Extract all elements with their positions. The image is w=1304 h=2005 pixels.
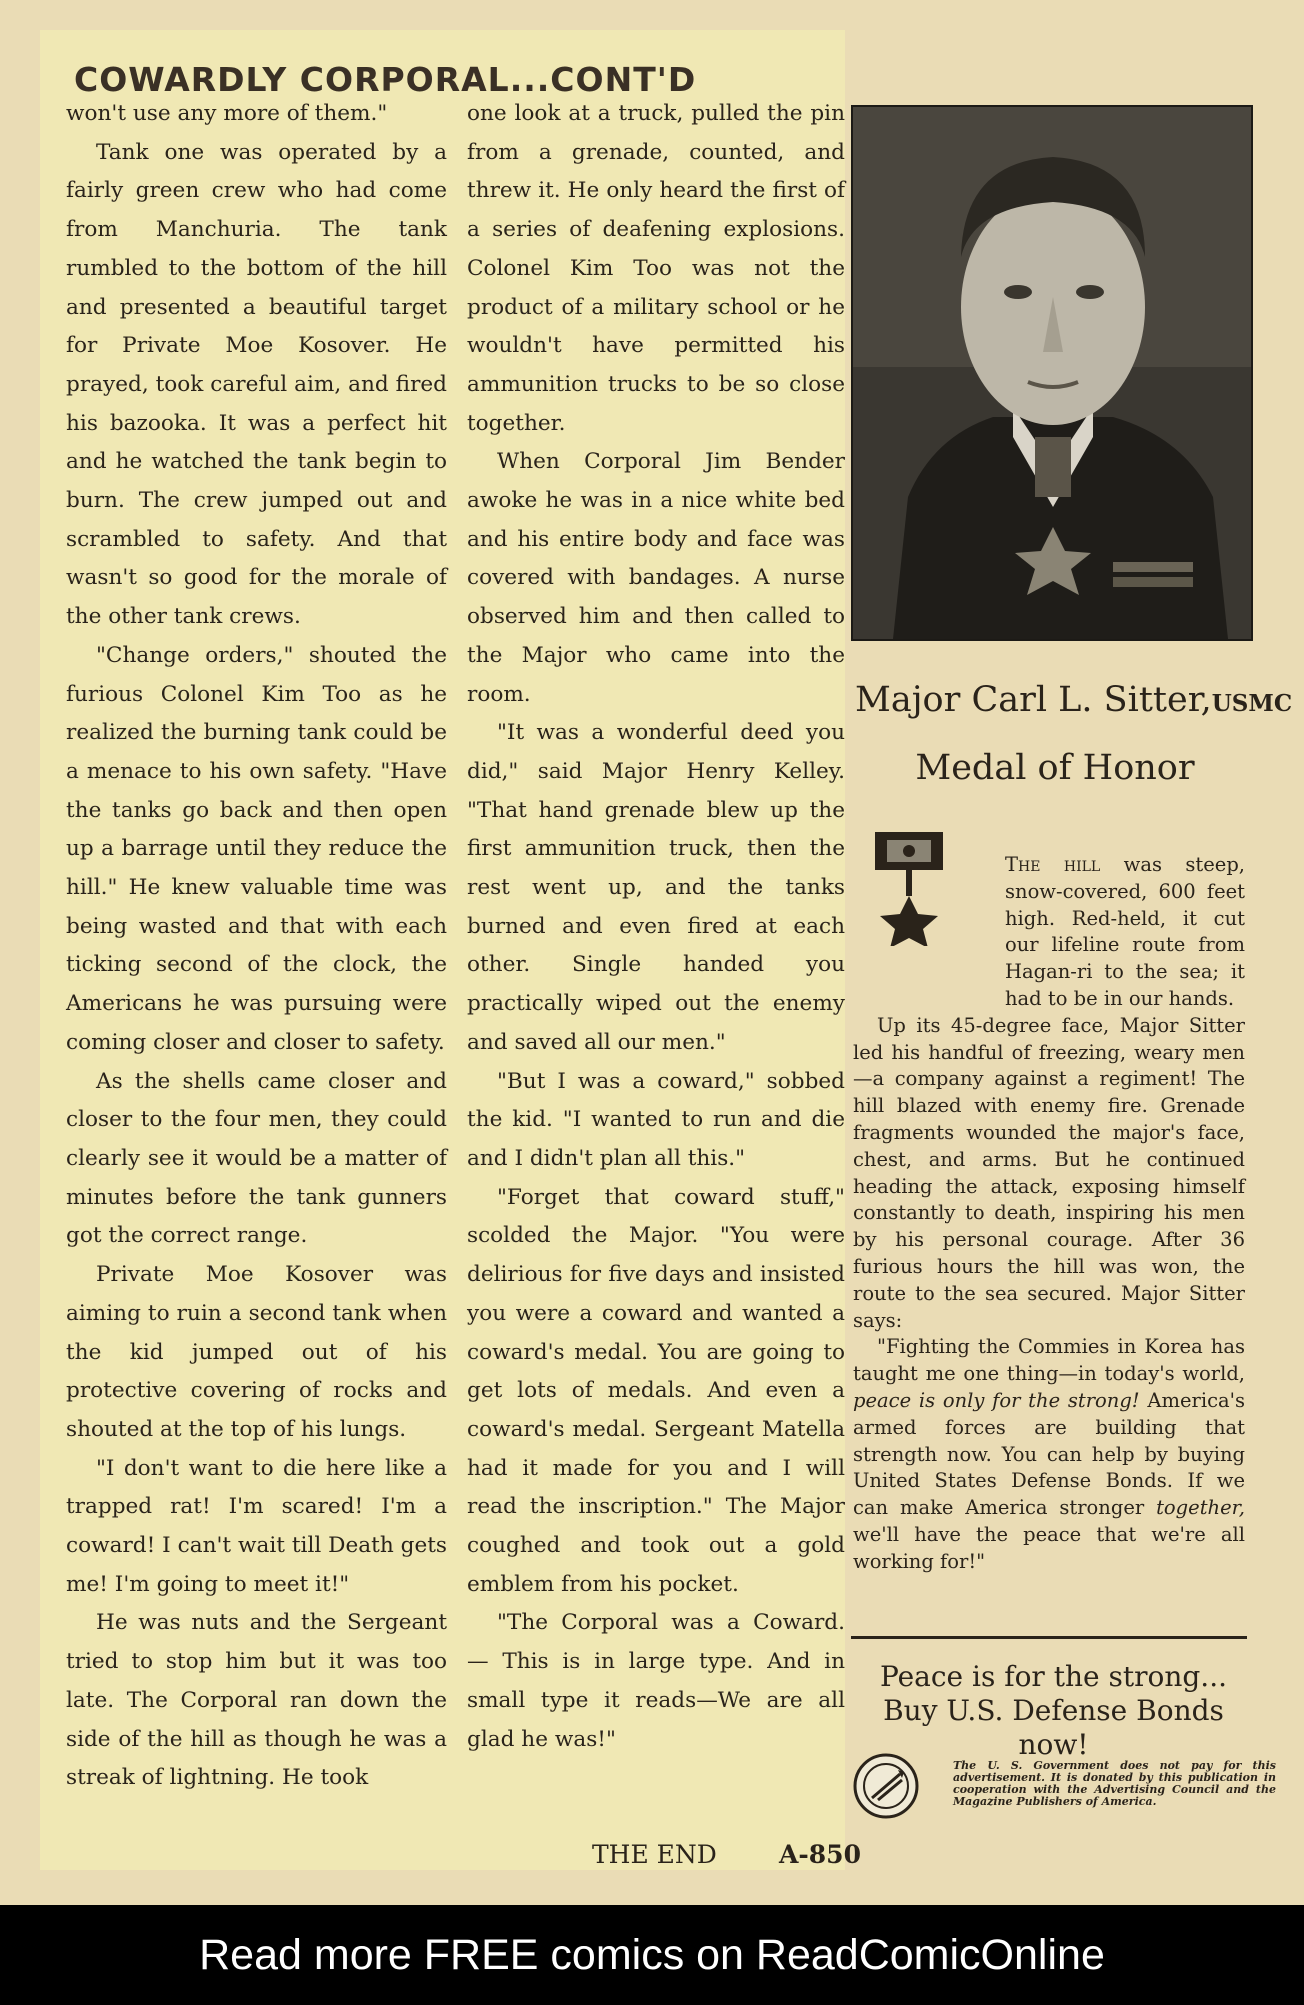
ad-disclaimer: The U. S. Government does not pay for this advertisement. It is donated by this publication in cooperation with the Advertising Council and the Magazine Publishers of America. (953, 1759, 1276, 1808)
story-paragraph: Private Moe Kosover was aiming to ruin a second tank when the kid jumped out of his protective covering of rocks and shouted at the top of his lungs. (66, 1262, 447, 1442)
story-paragraph: "But I was a coward," sobbed the kid. "I wanted to run and die and I didn't plan all this." (467, 1068, 845, 1171)
ad-lead-caps: The hill (1005, 853, 1101, 876)
ad-paragraph-1 (853, 852, 1245, 1013)
story-paragraph: one look at a truck, pulled the pin from a grenade, counted, and threw it. He only heard the first of a series of deafening explosions. Colonel Kim Too was not the product of a military school or he wouldn't have permitted his ammunition trucks to be so close together. (467, 101, 845, 436)
ad-paragraph-1-text: was steep, snow-covered, 600 feet high. Red-held, it cut our lifeline route from Hagan-ri to the sea; it had to be in our hands. (1005, 853, 1245, 1010)
ad-slogan (851, 1660, 1256, 1762)
caption-rank: USMC (1211, 690, 1293, 717)
story-column-2 (467, 95, 845, 1759)
ad-quote-mid: America's armed forces are building that strength now. You can help by buying United States Defense Bonds. If we can make America stronger (853, 1388, 1245, 1520)
story-column-1 (66, 95, 447, 1798)
story-paragraph: When Corporal Jim Bender awoke he was in a nice white bed and his entire body and face was covered with bandages. A nurse observed him and then called to the Major who came into the room. (467, 449, 845, 707)
portrait-image (853, 107, 1251, 639)
slogan-line-1: Peace is for the strong... (879, 1660, 1227, 1693)
story-paragraph: "I don't want to die here like a trapped rat! I'm scared! I'm a coward! I can't wait till Death gets me! I'm going to meet it!" (66, 1455, 447, 1597)
ad-divider (851, 1636, 1247, 1639)
story-paragraph: "The Corporal was a Coward. — This is in large type. And in small type it reads—We are all glad he was!" (467, 1610, 845, 1752)
story-paragraph: "Change orders," shouted the furious Colonel Kim Too as he realized the burning tank could be a menace to his own safety. "Have the tanks go back and then open up a barrage until they reduce the hill." He knew valuable time was being wasted and that with each ticking second of the clock, the Americans he was pursuing were coming closer and closer to safety. (66, 642, 447, 1055)
the-end-label: THE END (592, 1840, 717, 1869)
caption-name-text: Major Carl L. Sitter, (855, 680, 1212, 720)
story-paragraph: He was nuts and the Sergeant tried to stop him but it was too late. The Corporal ran down the side of the hill as though he was a streak of lightning. He took (66, 1610, 447, 1791)
story-paragraph: "It was a wonderful deed you did," said Major Henry Kelley. "That hand grenade blew up the first ammunition truck, then the rest went up, and the tanks burned and even fired at each other. Single handed you practically wiped out the enemy and saved all our men." (467, 720, 845, 1055)
story-paragraph: won't use any more of them." (66, 101, 388, 126)
story-paragraph: Tank one was operated by a fairly green crew who had come from Manchuria. The tank rumbled to the bottom of the hill and presented a beautiful target for Private Moe Kosover. He prayed, took careful aim, and fired his bazooka. It was a perfect hit and he watched the tank begin to burn. The crew jumped out and scrambled to safety. And that wasn't so good for the morale of the other tank crews. (66, 139, 447, 630)
ad-quote-italic-1: peace is only for the strong! (853, 1388, 1140, 1412)
ad-paragraph-3 (853, 1334, 1245, 1575)
ad-paragraph-2: Up its 45-degree face, Major Sitter led his handful of freezing, weary men—a company against a regiment! The hill blazed with enemy fire. Grenade fragments wounded the major's face, chest, and arms. But he continued heading the attack, exposing himself constantly to death, inspiring his men by his personal courage. After 36 furious hours the hill was won, the route to the sea secured. Major Sitter says: (853, 1013, 1245, 1332)
portrait-caption-name (855, 680, 1293, 720)
story-header: COWARDLY CORPORAL...CONT'D (74, 60, 697, 99)
story-paragraph: "Forget that coward stuff," scolded the Major. "You were delirious for five days and insisted you were a coward and wanted a coward's medal. You are going to get lots of medals. And even a coward's medal. Sergeant Matella had it made for you and I will read the inscription." The Major coughed and took out a gold emblem from his pocket. (467, 1184, 845, 1597)
ad-quote-start: "Fighting the Commies in Korea has taught me one thing—in today's world, (853, 1335, 1245, 1386)
ad-body-text (853, 852, 1245, 1576)
promo-banner-link[interactable]: Read more FREE comics on ReadComicOnline (0, 1905, 1304, 2005)
ad-quote-end: we'll have the peace that we're all working for!" (853, 1522, 1245, 1573)
story-code: A-850 (779, 1840, 861, 1869)
ad-quote-italic-2: together, (1156, 1496, 1246, 1520)
slogan-line-2: Buy U.S. Defense Bonds now! (883, 1694, 1224, 1761)
portrait-photo (851, 105, 1253, 641)
portrait-caption-medal: Medal of Honor (915, 748, 1195, 788)
advertising-council-seal-icon (852, 1752, 920, 1820)
story-paragraph: As the shells came closer and closer to the four men, they could clearly see it would be a matter of minutes before the tank gunners got the correct range. (66, 1068, 447, 1249)
